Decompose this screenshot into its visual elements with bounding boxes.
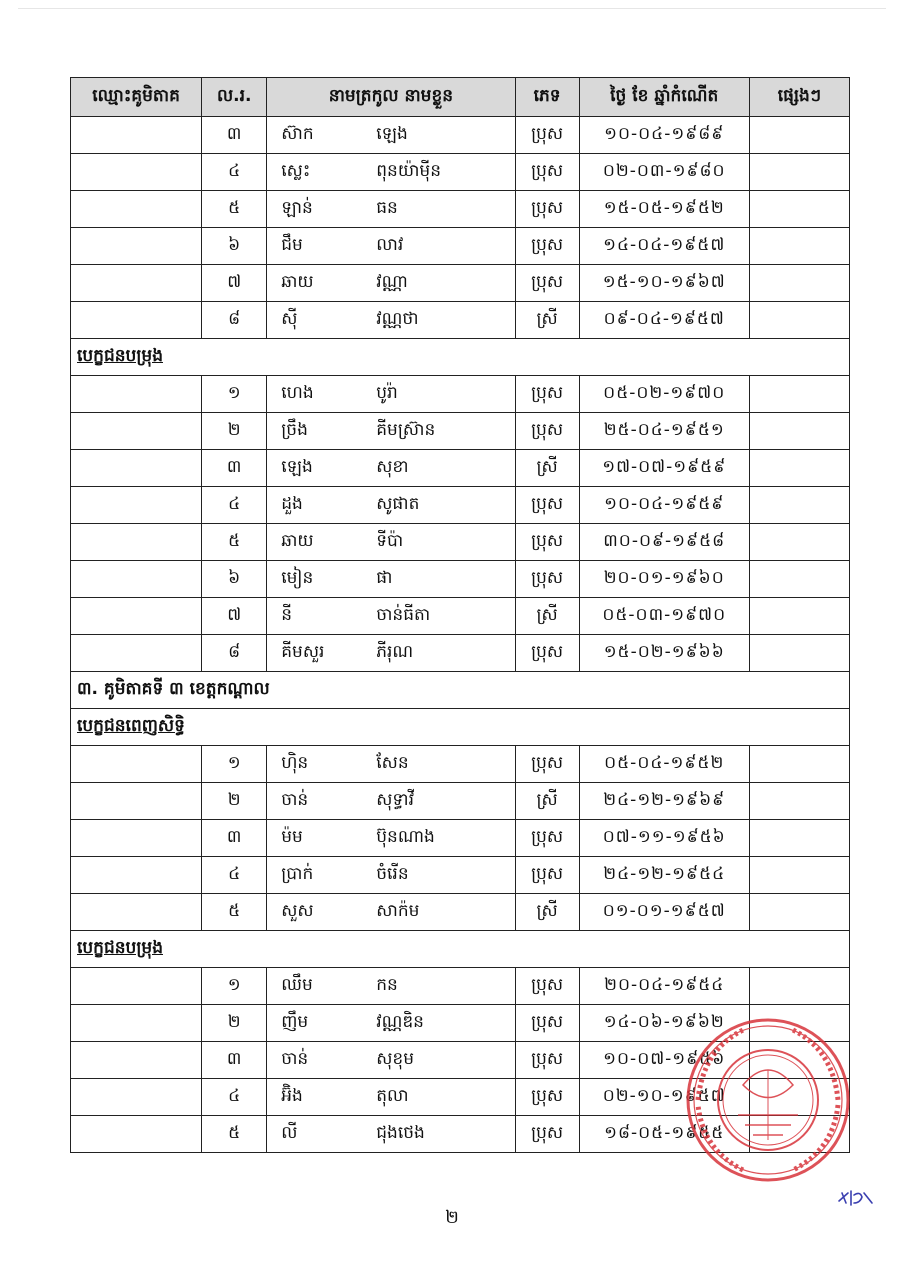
row-number: ៥	[202, 524, 267, 561]
given-name: ជុងថេង	[376, 1122, 425, 1143]
date-of-birth: ១៨-០៥-១៩៥៥	[579, 1116, 749, 1153]
date-of-birth: ១០-០៤-១៩៨៩	[579, 117, 749, 154]
other-cell	[749, 635, 849, 672]
sex: ប្រុស	[515, 117, 579, 154]
sex: ប្រុស	[515, 968, 579, 1005]
row-number: ៨	[202, 635, 267, 672]
group-cell	[71, 635, 202, 672]
other-cell	[749, 154, 849, 191]
row-number: ៥	[202, 1116, 267, 1153]
date-of-birth: ១៥-០២-១៩៦៦	[579, 635, 749, 672]
row-number: ១	[202, 376, 267, 413]
given-name: ពុនយ៉ាម៉ីន	[376, 160, 441, 181]
date-of-birth: ២៤-១២-១៩៦៩	[579, 783, 749, 820]
other-cell	[749, 561, 849, 598]
row-number: ៦	[202, 228, 267, 265]
table-row	[71, 265, 850, 302]
full-name	[267, 783, 515, 820]
sex: ស្រី	[515, 598, 579, 635]
family-name: ម៉ម	[281, 826, 303, 847]
table-row	[71, 191, 850, 228]
full-name	[267, 265, 515, 302]
full-name	[267, 1005, 515, 1042]
group-cell	[71, 857, 202, 894]
group-cell	[71, 598, 202, 635]
family-name: ឆាយ	[281, 530, 314, 551]
other-cell	[749, 487, 849, 524]
family-name: ប្រាក់	[281, 863, 314, 884]
full-name	[267, 1079, 515, 1116]
date-of-birth: ៣០-០៩-១៩៥៨	[579, 524, 749, 561]
date-of-birth: ០៥-០២-១៩៧០	[579, 376, 749, 413]
table-row	[71, 746, 850, 783]
sex: ប្រុស	[515, 561, 579, 598]
sex: ប្រុស	[515, 1079, 579, 1116]
section-title: ៣. គូមិតាគទី ៣ ខេត្តកណ្តាល	[71, 672, 850, 709]
family-name: ជឹម	[281, 234, 303, 255]
family-name: ស៊ី	[281, 308, 298, 329]
subsection-reserve-candidates-row	[71, 931, 850, 968]
date-of-birth: ០២-០៣-១៩៨០	[579, 154, 749, 191]
group-cell	[71, 524, 202, 561]
row-number: ៨	[202, 302, 267, 339]
row-number: ៤	[202, 857, 267, 894]
family-name: ចាន់	[281, 1048, 309, 1069]
full-name	[267, 524, 515, 561]
full-name	[267, 968, 515, 1005]
row-number: ៣	[202, 1042, 267, 1079]
full-name	[267, 376, 515, 413]
family-name: ហេង	[281, 382, 314, 403]
row-number: ៧	[202, 598, 267, 635]
family-name: អ៊ិង	[281, 1085, 303, 1106]
header-number: ល.រ.	[202, 78, 267, 117]
subsection-full-candidates-row	[71, 709, 850, 746]
sex: ស្រី	[515, 894, 579, 931]
group-cell	[71, 746, 202, 783]
table-row	[71, 857, 850, 894]
table-row	[71, 450, 850, 487]
group-cell	[71, 1116, 202, 1153]
family-name: ដួង	[281, 493, 303, 514]
full-name	[267, 598, 515, 635]
table-row	[71, 968, 850, 1005]
sex: ប្រុស	[515, 635, 579, 672]
given-name: តុលា	[376, 1085, 409, 1106]
given-name: សុខុម	[376, 1048, 415, 1069]
other-cell	[749, 228, 849, 265]
row-number: ១	[202, 746, 267, 783]
table-row	[71, 598, 850, 635]
group-cell	[71, 968, 202, 1005]
full-name	[267, 302, 515, 339]
row-number: ២	[202, 1005, 267, 1042]
header-other: ផ្សេងៗ	[749, 78, 849, 117]
date-of-birth: ១៧-០៧-១៩៥៩	[579, 450, 749, 487]
row-number: ២	[202, 413, 267, 450]
date-of-birth: ២០-០១-១៩៦០	[579, 561, 749, 598]
table-row	[71, 487, 850, 524]
given-name: កន	[376, 974, 398, 995]
page-top-rule	[18, 8, 886, 9]
sex: ប្រុស	[515, 1042, 579, 1079]
date-of-birth: ១៥-០៥-១៩៥២	[579, 191, 749, 228]
full-name	[267, 894, 515, 931]
row-number: ៣	[202, 820, 267, 857]
group-cell	[71, 1005, 202, 1042]
date-of-birth: ២៤-១២-១៩៥៤	[579, 857, 749, 894]
row-number: ៦	[202, 561, 267, 598]
full-name	[267, 1042, 515, 1079]
group-cell	[71, 302, 202, 339]
given-name: ចំរើន	[376, 863, 409, 884]
full-name	[267, 154, 515, 191]
row-number: ៧	[202, 265, 267, 302]
given-name: លាវ	[376, 234, 404, 255]
other-cell	[749, 820, 849, 857]
date-of-birth: ១០-០៧-១៩៥៦	[579, 1042, 749, 1079]
group-cell	[71, 783, 202, 820]
date-of-birth: ០៩-០៤-១៩៥៧	[579, 302, 749, 339]
table-row	[71, 635, 850, 672]
group-cell	[71, 450, 202, 487]
table-row	[71, 524, 850, 561]
family-name: សួស	[281, 900, 314, 921]
given-name: វណ្ណា	[376, 271, 408, 292]
family-name: មៀន	[281, 567, 314, 588]
given-name: សាក៉ម	[376, 900, 420, 921]
sex: ប្រុស	[515, 376, 579, 413]
date-of-birth: ០១-០១-១៩៥៧	[579, 894, 749, 931]
other-cell	[749, 302, 849, 339]
group-cell	[71, 820, 202, 857]
given-name: សុទ្ធាវី	[376, 789, 415, 810]
sex: ប្រុស	[515, 191, 579, 228]
date-of-birth: ២៥-០៤-១៩៥១	[579, 413, 749, 450]
given-name: ប៊ុនណាង	[376, 826, 435, 847]
table-row	[71, 154, 850, 191]
table-row	[71, 783, 850, 820]
sex: ប្រុស	[515, 1005, 579, 1042]
given-name: ភីរុណ	[376, 641, 414, 662]
given-name: ទីប៉ា	[376, 530, 404, 551]
family-name: លី	[281, 1122, 298, 1143]
other-cell	[749, 857, 849, 894]
given-name: ចាន់ធីតា	[376, 604, 431, 625]
family-name: គីមសួរ	[281, 641, 325, 662]
full-name	[267, 820, 515, 857]
family-name: ញឹម	[281, 1011, 309, 1032]
other-cell	[749, 524, 849, 561]
table-row	[71, 894, 850, 931]
full-name	[267, 635, 515, 672]
row-number: ២	[202, 783, 267, 820]
family-name: ចាន់	[281, 789, 309, 810]
family-name: ឡេង	[281, 456, 313, 477]
group-cell	[71, 1079, 202, 1116]
date-of-birth: ០២-១០-១៩៥៧	[579, 1079, 749, 1116]
date-of-birth: ១៤-០៦-១៩៦២	[579, 1005, 749, 1042]
subsection-reserve-candidates: បេក្ខជនបម្រុង	[71, 931, 850, 968]
sex: ស្រី	[515, 783, 579, 820]
table-row	[71, 376, 850, 413]
row-number: ៣	[202, 450, 267, 487]
sex: ប្រុស	[515, 413, 579, 450]
table-row	[71, 117, 850, 154]
given-name: ឡេង	[376, 123, 408, 144]
group-cell	[71, 191, 202, 228]
header-name: នាមត្រកូល នាមខ្លួន	[267, 78, 515, 117]
other-cell	[749, 376, 849, 413]
table-row	[71, 561, 850, 598]
table-row	[71, 820, 850, 857]
date-of-birth: ១០-០៤-១៩៥៩	[579, 487, 749, 524]
given-name: ផា	[376, 567, 393, 588]
group-cell	[71, 413, 202, 450]
other-cell	[749, 191, 849, 228]
section-title-row	[71, 672, 850, 709]
candidate-table	[70, 77, 850, 1153]
family-name: ហ៊ិន	[281, 752, 309, 773]
table-row	[71, 228, 850, 265]
family-name: ឡាន់	[281, 197, 313, 218]
group-cell	[71, 154, 202, 191]
group-cell	[71, 117, 202, 154]
family-name: ឆាយ	[281, 271, 314, 292]
other-cell	[749, 968, 849, 1005]
table-row	[71, 413, 850, 450]
header-sex: ភេទ	[515, 78, 579, 117]
date-of-birth: ០៥-០៣-១៩៧០	[579, 598, 749, 635]
full-name	[267, 1116, 515, 1153]
full-name	[267, 487, 515, 524]
group-cell	[71, 1042, 202, 1079]
date-of-birth: ០៧-១១-១៩៥៦	[579, 820, 749, 857]
other-cell	[749, 746, 849, 783]
row-number: ៥	[202, 894, 267, 931]
family-name: ច្រឹង	[281, 419, 308, 440]
given-name: សូផាត	[376, 493, 420, 514]
given-name: ធន	[376, 197, 398, 218]
row-number: ៤	[202, 487, 267, 524]
group-cell	[71, 487, 202, 524]
date-of-birth: ០៥-០៤-១៩៥២	[579, 746, 749, 783]
sex: ប្រុស	[515, 857, 579, 894]
header-dob: ថ្ងៃ ខែ ឆ្នាំកំណើត	[579, 78, 749, 117]
other-cell	[749, 598, 849, 635]
row-number: ៤	[202, 154, 267, 191]
given-name: វណ្ណឌិន	[376, 1011, 424, 1032]
table-header-row	[71, 78, 850, 117]
given-name: សុខា	[376, 456, 409, 477]
sex: ស្រី	[515, 450, 579, 487]
sex: ប្រុស	[515, 228, 579, 265]
sex: ប្រុស	[515, 746, 579, 783]
family-name: ឈឹម	[281, 974, 313, 995]
sex: ប្រុស	[515, 487, 579, 524]
full-name	[267, 746, 515, 783]
sex: ប្រុស	[515, 820, 579, 857]
full-name	[267, 117, 515, 154]
date-of-birth: ២០-០៤-១៩៥៤	[579, 968, 749, 1005]
group-cell	[71, 376, 202, 413]
date-of-birth: ១៥-១០-១៩៦៧	[579, 265, 749, 302]
other-cell	[749, 265, 849, 302]
page-number: ២	[445, 1207, 459, 1228]
given-name: បូរ៉ា	[376, 382, 398, 403]
sex: ស្រី	[515, 302, 579, 339]
subsection-reserve-candidates-row	[71, 339, 850, 376]
subsection-reserve-candidates: បេក្ខជនបម្រុង	[71, 339, 850, 376]
full-name	[267, 450, 515, 487]
full-name	[267, 561, 515, 598]
full-name	[267, 191, 515, 228]
date-of-birth: ១៤-០៤-១៩៥៧	[579, 228, 749, 265]
sex: ប្រុស	[515, 1116, 579, 1153]
given-name: សែន	[376, 752, 409, 773]
full-name	[267, 228, 515, 265]
sex: ប្រុស	[515, 154, 579, 191]
full-name	[267, 413, 515, 450]
given-name: គីមស្រ៊ាន	[376, 419, 436, 440]
other-cell	[749, 450, 849, 487]
family-name: នី	[281, 604, 293, 625]
sex: ប្រុស	[515, 524, 579, 561]
group-cell	[71, 265, 202, 302]
other-cell	[749, 413, 849, 450]
row-number: ៥	[202, 191, 267, 228]
header-group: ឈ្មោះគូមិតាគ	[71, 78, 202, 117]
group-cell	[71, 561, 202, 598]
official-seal	[683, 1015, 853, 1185]
group-cell	[71, 894, 202, 931]
row-number: ៣	[202, 117, 267, 154]
sex: ប្រុស	[515, 265, 579, 302]
family-name: ស៊ាក	[281, 123, 314, 144]
table-row	[71, 302, 850, 339]
subsection-full-candidates: បេក្ខជនពេញសិទ្ធិ	[71, 709, 850, 746]
row-number: ៤	[202, 1079, 267, 1116]
other-cell	[749, 117, 849, 154]
full-name	[267, 857, 515, 894]
other-cell	[749, 783, 849, 820]
group-cell	[71, 228, 202, 265]
other-cell	[749, 894, 849, 931]
given-name: វណ្ណថា	[376, 308, 419, 329]
family-name: ស្លេះ	[281, 160, 311, 181]
row-number: ១	[202, 968, 267, 1005]
